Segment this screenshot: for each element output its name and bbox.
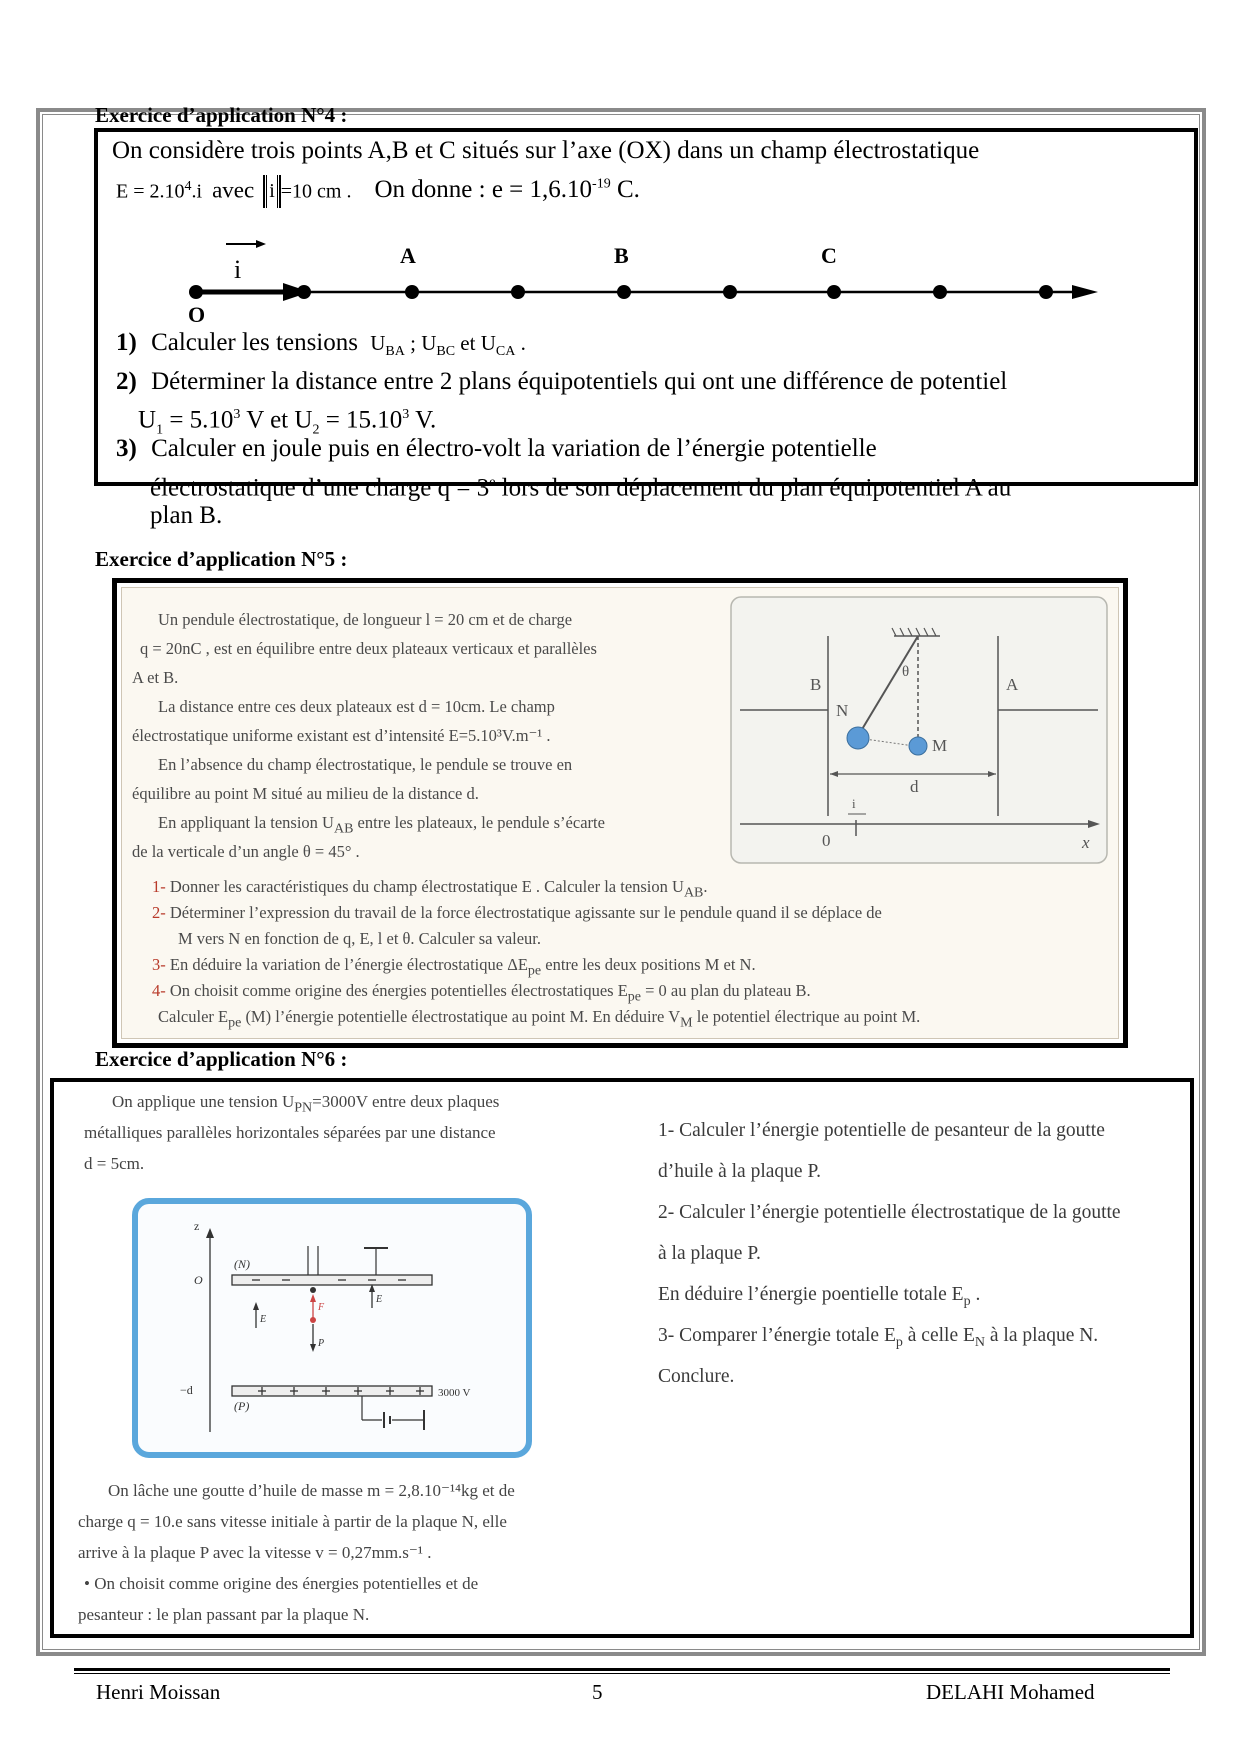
ex4-intro: On considère trois points A,B et C situés sur l’axe (OX) dans un champ électrostatique (112, 137, 980, 164)
axis-dot-4 (617, 285, 631, 299)
ex5-q2-cont: M vers N en fonction de q, E, l et θ. Calculer sa valeur. (178, 929, 542, 948)
fig6-Pvec: P (318, 1338, 325, 1349)
ex6-bottom-line-2: charge q = 10.e sans vitesse initiale à partir de la plaque N, elle (78, 1512, 507, 1531)
ex6-q2-cont: à la plaque P. (658, 1243, 761, 1264)
fig6-voltage: 3000 V (438, 1387, 471, 1399)
ex6-bottom-line-5: pesanteur : le plan passant par la plaque N. (78, 1605, 370, 1624)
point-M (909, 737, 927, 755)
fig6-minus-d: −d (180, 1383, 193, 1397)
ex6-top-line-3: d = 5cm. (84, 1154, 145, 1173)
fig-label-d: d (910, 777, 919, 796)
label-A: A (400, 243, 416, 268)
footer-rule (74, 1668, 1170, 1671)
ex6-q2: 2- Calculer l’énergie potentielle électrostatique de la goutte (658, 1202, 1121, 1223)
ex5-q1: 1- Donner les caractéristiques du champ électrostatique E . Calculer la tension $U_{AB}$. (152, 877, 708, 901)
unit-i-label: i (234, 255, 242, 284)
ex6-bottom-line-3: arrive à la plaque P avec la vitesse v = 0,27mm.s⁻¹ . (78, 1543, 432, 1562)
ex5-line-4: La distance entre ces deux plateaux est d = 10cm. Le champ (158, 697, 555, 716)
ex6-title: Exercice d’application N°6 : (95, 1047, 348, 1071)
ex5-line-5: électrostatique uniforme existant est d’intensité E=5.10³V.m⁻¹ . (132, 726, 551, 745)
fig6-P: (P) (234, 1399, 250, 1413)
fig6-z: z (194, 1219, 200, 1233)
axis-dot-2 (405, 285, 419, 299)
ex5-title: Exercice d’application N°5 : (95, 547, 348, 571)
fig-label-O: 0 (822, 831, 831, 850)
ex6-top-line-1: On applique une tension $U_{PN}=3000V$ entre deux plaques (112, 1092, 500, 1116)
ex5-line-2: q = 20nC , est en équilibre entre deux plateaux verticaux et parallèles (140, 639, 597, 658)
fig6-O: O (194, 1273, 203, 1287)
ex5-line-6: En l’absence du champ électrostatique, le pendule se trouve en (158, 755, 573, 774)
ex4-title: Exercice d’application N°4 : (95, 103, 348, 127)
fig-label-N: N (836, 701, 849, 720)
footer-page-number: 5 (592, 1680, 603, 1704)
ex5-line-7: équilibre au point M situé au milieu de la distance d. (132, 784, 479, 803)
fig6-E-right: E (376, 1294, 383, 1305)
ex5-line-3: A et B. (132, 668, 179, 687)
ex6-conclude: Conclure. (658, 1366, 735, 1387)
fig-label-B: B (810, 675, 822, 694)
ex6-q2-deduce: En déduire l’énergie poentielle totale $E_p$ . (658, 1284, 981, 1309)
fig-label-theta: θ (902, 664, 910, 680)
ex6-bottom-line-4: • On choisit comme origine des énergies potentielles et de (84, 1574, 479, 1593)
ex4-q3-line3: plan B. (150, 502, 223, 529)
fig-label-M: M (932, 736, 948, 755)
axis-dot-5 (723, 285, 737, 299)
ex5-q3: 3- En déduire la variation de l’énergie électrostatique $\Delta E_{pe}$ entre les deux positions M et N. (152, 955, 756, 979)
point-N (847, 727, 869, 749)
ex4-q2: 2) Déterminer la distance entre 2 plans équipotentiels qui ont une différence de potentiel (116, 368, 1008, 395)
fig-label-i: i (852, 796, 856, 811)
axis-arrow-head (1072, 285, 1098, 299)
ex4-field-line: $E = 2.10^4.i$ avec i =10 cm . On donne : $e = 1,6.10^{-19}$ C. (116, 168, 640, 208)
axis-dot-6 (827, 285, 841, 299)
field-vector: $E = 2.10^4.i$ (116, 178, 203, 203)
fig-label-A: A (1006, 675, 1019, 694)
norm-i: i (266, 175, 278, 208)
ex5-q4: 4- On choisit comme origine des énergies potentielles électrostatiques $E_{pe} = 0$ au plan du plateau B. (152, 981, 811, 1005)
ex5-line-8: En appliquant la tension $U_{AB}$ entre les plateaux, le pendule s’écarte (158, 813, 605, 837)
ex5-line-9: de la verticale d’un angle θ = 45° . (132, 842, 360, 861)
ex6-q3: 3- Comparer l’énergie totale $E_p$ à celle $E_N$ à la plaque N. (658, 1325, 1099, 1350)
ex6-q1-cont: d’huile à la plaque P. (658, 1161, 821, 1182)
ex6-plates-figure (132, 1198, 532, 1458)
fig6-N: (N) (234, 1257, 250, 1271)
ex4-axis-figure (0, 0, 1240, 340)
fig6-E-left: E (260, 1314, 267, 1325)
label-C: C (821, 243, 837, 268)
axis-dot-0 (189, 285, 203, 299)
footer-left: Henri Moissan (96, 1680, 221, 1704)
fig-label-x: x (1082, 833, 1090, 852)
ex6-q1: 1- Calculer l’énergie potentielle de pesanteur de la goutte (658, 1120, 1105, 1141)
ex4-q2-values: $U_1 = 5.10^3$ V et $U_2 = 15.10^3$ V. (138, 406, 437, 438)
axis-dot-7 (933, 285, 947, 299)
axis-dot-8 (1039, 285, 1053, 299)
axis-dot-3 (511, 285, 525, 299)
ex6-bottom-line-1: On lâche une goutte d’huile de masse m = 2,8.10⁻¹⁴kg et de (108, 1481, 515, 1500)
ex5-q2: 2- Déterminer l’expression du travail de la force électrostatique agissante sur le pendule quand il se déplace de (152, 903, 882, 922)
ex4-q3-line2: électrostatique d’une charge $q = 3^e$ lors de son déplacement du plan équipotentiel A au (150, 474, 1012, 502)
ex5-q4-cont: Calculer $E_{pe}$ (M) l’énergie potentielle électrostatique au point M. En déduire $V_M$ le potentiel électrique au point M. (158, 1007, 921, 1031)
footer-right: DELAHI Mohamed (926, 1680, 1095, 1704)
ex4-q1: 1) Calculer les tensions $U_{BA}$ ; $U_{BC}$ et $U_{CA}$ . (116, 329, 526, 360)
ex6-top-line-2: métalliques parallèles horizontales séparées par une distance (84, 1123, 496, 1142)
axis-dot-1 (297, 285, 311, 299)
fig6-F: F (318, 1302, 325, 1313)
ex5-line-1: Un pendule électrostatique, de longueur l = 20 cm et de charge (158, 610, 573, 629)
label-B: B (614, 243, 629, 268)
origin-label: O (188, 302, 206, 327)
ex5-pendulum-figure (730, 596, 1110, 866)
ex4-q3: 3) Calculer en joule puis en électro-volt la variation de l’énergie potentielle (116, 435, 877, 462)
